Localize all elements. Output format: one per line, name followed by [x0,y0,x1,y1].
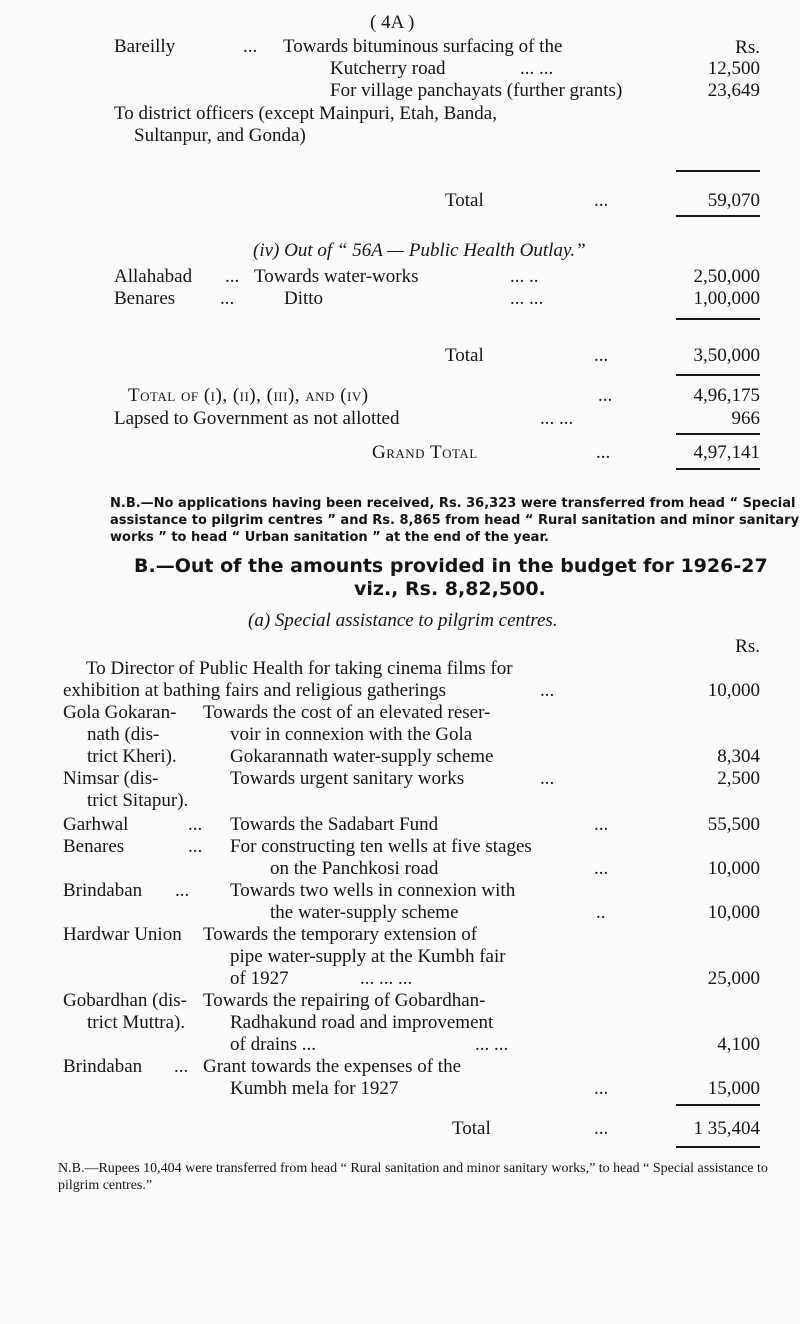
amount: 25,000 [707,968,760,989]
leader-dots: ... ... [540,408,574,429]
rs-header: Rs. [735,636,760,657]
amount: 2,50,000 [693,266,760,287]
place-name: trict Kheri). [87,746,177,767]
description: Kutcherry road [330,58,446,79]
leader-dots: ... ... ... [360,968,413,989]
leader-dots: ... [174,1056,189,1077]
amount: 10,000 [707,858,760,879]
description: of drains ... [230,1034,317,1055]
leader-dots: ... [594,1118,609,1139]
amount: 15,000 [707,1078,760,1099]
leader-dots: ... [188,814,203,835]
rule [676,468,760,470]
leader-dots: ... .. [510,266,539,287]
rule [676,1146,760,1148]
total-amount: 1 35,404 [693,1118,760,1139]
rule [676,318,760,320]
rule [676,433,760,435]
page-number: ( 4A ) [370,12,415,33]
place-name: trict Muttra). [87,1012,186,1033]
total-label: Total [452,1118,491,1139]
rule [676,170,760,172]
sub-heading: (a) Special assistance to pilgrim centres. [248,610,558,631]
place-name: Garhwal [63,814,129,835]
leader-dots: ... [220,288,235,309]
leader-dots: ... [540,680,555,701]
leader-dots: .. [596,902,606,923]
grand-total-label: Grand Total [372,442,478,463]
lapsed-amount: 966 [731,408,760,429]
note-paragraph: N.B.—No applications having been received, Rs. 36,323 were transferred from head “ Special assistance to pilgrim centres ” and Rs. 8,865 from head “ Rural sanitation and minor sanitary works ” to head “ Urban sanitation ” at the end of the year. [110,496,800,545]
description: Gokarannath water-supply scheme [230,746,494,767]
description: pipe water-supply at the Kumbh fair [230,946,506,967]
description: Towards the repairing of Gobardhan- [203,990,486,1011]
leader-dots: ... [188,836,203,857]
description: of 1927 [230,968,289,989]
rs-header: Rs. [735,37,760,58]
note-paragraph: N.B.—Rupees 10,404 were transferred from head “ Rural sanitation and minor sanitary works,” to head “ Special assistance to pilgrim centres.” [58,1161,768,1193]
place-name: Benares [63,836,125,857]
description: Ditto [284,288,324,309]
amount: 8,304 [717,746,760,767]
place-name: Bareilly [114,36,176,57]
amount: 10,000 [707,680,760,701]
description: For village panchayats (further grants) [330,80,623,101]
rule [676,1104,760,1106]
description: Kumbh mela for 1927 [230,1078,399,1099]
leader-dots: ... [594,190,609,211]
place-name: nath (dis- [87,724,160,745]
leader-dots: ... ... [520,58,554,79]
section-heading: (iv) Out of “ 56A — Public Health Outlay.” [253,240,586,261]
leader-dots: ... [594,858,609,879]
total-label: Total [445,345,484,366]
place-name: Hardwar Union [63,924,182,945]
leader-dots: ... [594,814,609,835]
description: on the Panchkosi road [270,858,439,879]
leader-dots: ... ... [510,288,544,309]
lapsed-label: Lapsed to Government as not allotted [114,408,400,429]
section-b-heading: B.—Out of the amounts provided in the budget for 1926-27 [134,555,768,577]
amount: 10,000 [707,902,760,923]
amount: 1,00,000 [693,288,760,309]
description: Towards two wells in connexion with [230,880,516,901]
description: To Director of Public Health for taking cinema films for [86,658,513,679]
summary-total-amount: 4,96,175 [693,385,760,406]
leader-dots: ... [175,880,190,901]
leader-dots: ... ... [475,1034,509,1055]
section-b-heading-amount: viz., Rs. 8,82,500. [354,578,546,600]
place-name: Gola Gokaran- [63,702,177,723]
leader-dots: ... [594,345,609,366]
place-name: Brindaban [63,880,143,901]
place-name: Gobardhan (dis- [63,990,187,1011]
description: Grant towards the expenses of the [203,1056,462,1077]
description: For constructing ten wells at five stages [230,836,532,857]
total-amount: 3,50,000 [693,345,760,366]
leader-dots: ... [594,1078,609,1099]
place-name: trict Sitapur). [87,790,189,811]
leader-dots: ... [596,442,611,463]
total-amount: 59,070 [707,190,760,211]
place-name: Nimsar (dis- [63,768,159,789]
description: Towards water-works [254,266,419,287]
summary-total-label: Total of (i), (ii), (iii), and (iv) [128,385,369,406]
description: Radhakund road and improvement [230,1012,494,1033]
description: voir in connexion with the Gola [230,724,473,745]
description: Towards urgent sanitary works [230,768,465,789]
place-name: Allahabad [114,266,193,287]
leader-dots: ... [243,36,258,57]
leader-dots: ... [598,385,613,406]
description: Towards bituminous surfacing of the [283,36,563,57]
place-name: Brindaban [63,1056,143,1077]
amount: 23,649 [707,80,760,101]
description: the water-supply scheme [270,902,459,923]
total-label: Total [445,190,484,211]
leader-dots: ... [540,768,555,789]
description: Towards the Sadabart Fund [230,814,439,835]
description: Towards the cost of an elevated reser- [203,702,491,723]
description: To district officers (except Mainpuri, Etah, Banda, [114,103,497,124]
amount: 55,500 [707,814,760,835]
amount: 4,100 [717,1034,760,1055]
description: exhibition at bathing fairs and religious gatherings [63,680,447,701]
leader-dots: ... [225,266,240,287]
description: Towards the temporary extension of [203,924,478,945]
description: Sultanpur, and Gonda) [134,125,306,146]
rule [676,374,760,376]
amount: 12,500 [707,58,760,79]
rule [676,215,760,217]
place-name: Benares [114,288,176,309]
grand-total-amount: 4,97,141 [693,442,760,463]
amount: 2,500 [717,768,760,789]
